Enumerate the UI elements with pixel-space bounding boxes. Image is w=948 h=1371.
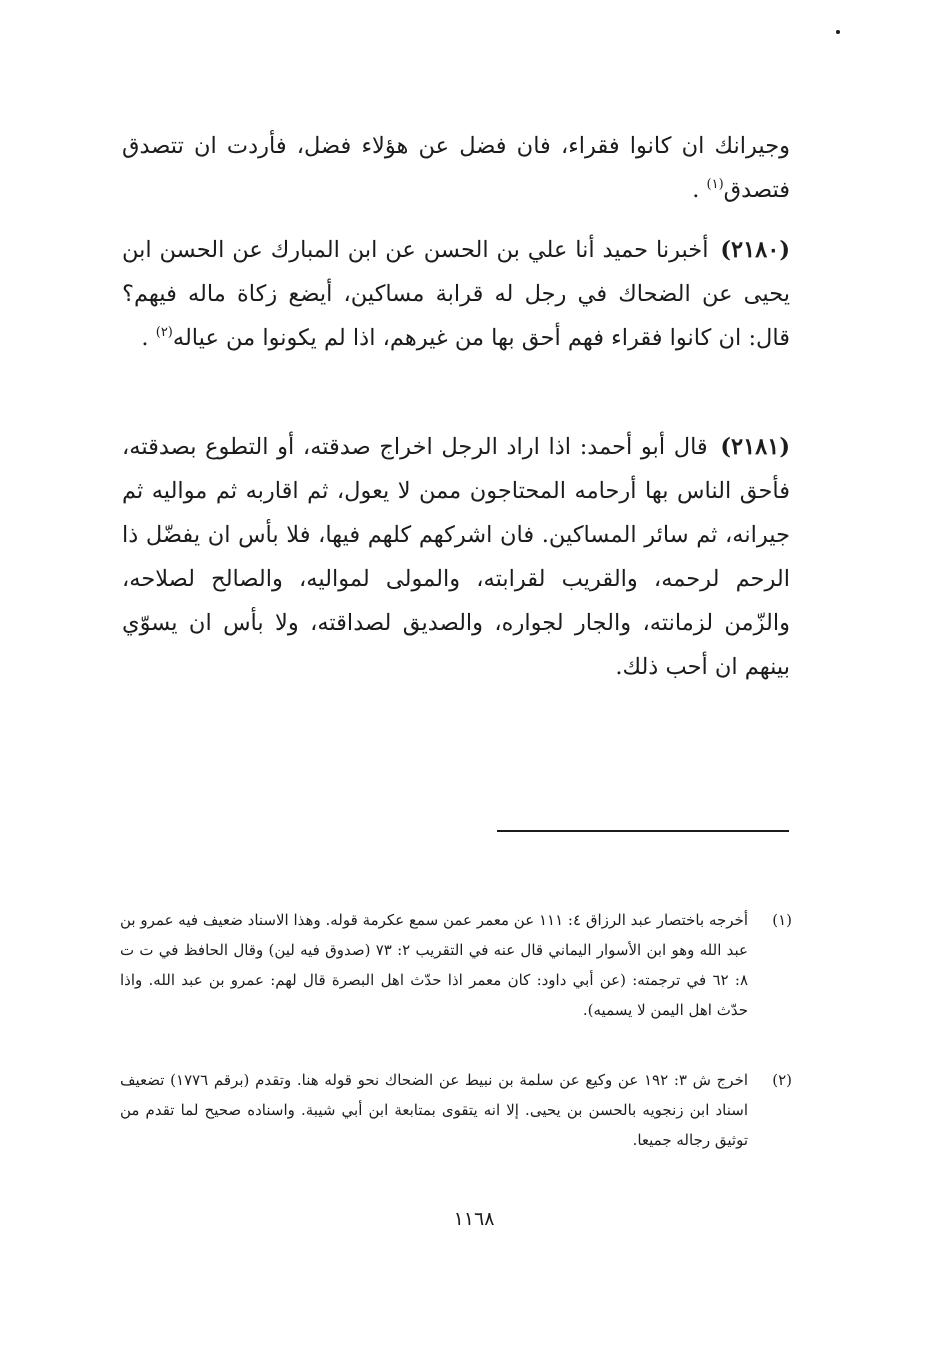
footnote-1-row bbox=[120, 905, 792, 1025]
paragraph-3 bbox=[122, 425, 790, 689]
footnote-ref-1[interactable]: (١) bbox=[706, 177, 724, 192]
footnote-2-marker: (٢) bbox=[772, 1071, 792, 1089]
footnote-2 bbox=[120, 1065, 792, 1155]
footnote-separator bbox=[497, 830, 789, 832]
paragraph-1-end: . bbox=[692, 177, 700, 203]
paragraph-3-text: قال أبو أحمد: اذا اراد الرجل اخراج صدقته، أو التطوع بصدقته، فأحق الناس بها أرحامه المحتاجون ممن لا يعول، ثم اقاربه ثم مواليه ثم جيرانه، ثم سائر المساكين. فان اشركهم كلهم فيها، فلا بأس ان يفضّل ذا الرحم لرحمه، والقريب لقرابته، والمولى لمواليه، والصالح لصلاحه، والزّمن لزمانته، والجار لجواره، والصديق لصداقته، ولا بأس ان يسوّي بينهم ان أحب ذلك. bbox=[122, 434, 790, 680]
paragraph-2 bbox=[122, 228, 790, 360]
paragraph-3-number: (٢١٨١) bbox=[720, 434, 790, 460]
footnote-ref-2[interactable]: (٢) bbox=[155, 325, 173, 340]
page-number: ١١٦٨ bbox=[453, 1208, 495, 1230]
footnote-2-row bbox=[120, 1065, 792, 1155]
paragraph-2-number: (٢١٨٠) bbox=[720, 237, 791, 263]
footnote-1-text: أخرجه باختصار عبد الرزاق ٤: ١١١ عن معمر عمن سمع عكرمة قوله. وهذا الاسناد ضعيف فيه عمرو بن عبد الله وهو ابن الأسوار اليماني قال عنه في التقريب ٢: ٧٣ (صدوق فيه لين) وقال الحافظ في ت ت ٨: ٦٢ في ترجمته: (عن أبي داود: كان معمر اذا حدّث اهل البصرة قال لهم: عمرو بن عبد الله. واذا حدّث اهل اليمن لا يسميه). bbox=[120, 911, 748, 1019]
paragraph-1-text: وجيرانك ان كانوا فقراء، فان فضل عن هؤلاء فضل، فأردت ان تتصدق فتصدق bbox=[122, 133, 790, 203]
footnote-1 bbox=[120, 905, 792, 1025]
paragraph-2-text: أخبرنا حميد أنا علي بن الحسن عن ابن المبارك عن الحسن ابن يحيى عن الضحاك في رجل له قرابة مساكين، أيضع زكاة ماله فيهم؟ قال: ان كانوا فقراء فهم أحق بها من غيرهم، اذا لم يكونوا من عياله bbox=[122, 237, 790, 351]
paragraph-2181 bbox=[122, 425, 790, 689]
scan-speck bbox=[836, 30, 840, 34]
paragraph-continuation bbox=[122, 124, 790, 212]
footnote-2-text: اخرج ش ٣: ١٩٢ عن وكيع عن سلمة بن نبيط عن الضحاك نحو قوله هنا. وتقدم (برقم ١٧٧٦) تضعيف اسناد ابن زنجويه بالحسن بن يحيى. إلا انه يتقوى بمتابعة ابن أبي شيبة. واسناده صحيح لما تقدم من توثيق رجاله جميعا. bbox=[120, 1071, 749, 1149]
paragraph-2-end: . bbox=[141, 325, 149, 351]
paragraph-2180 bbox=[122, 228, 790, 360]
paragraph-1 bbox=[122, 124, 790, 212]
footnote-1-marker: (١) bbox=[772, 911, 792, 929]
